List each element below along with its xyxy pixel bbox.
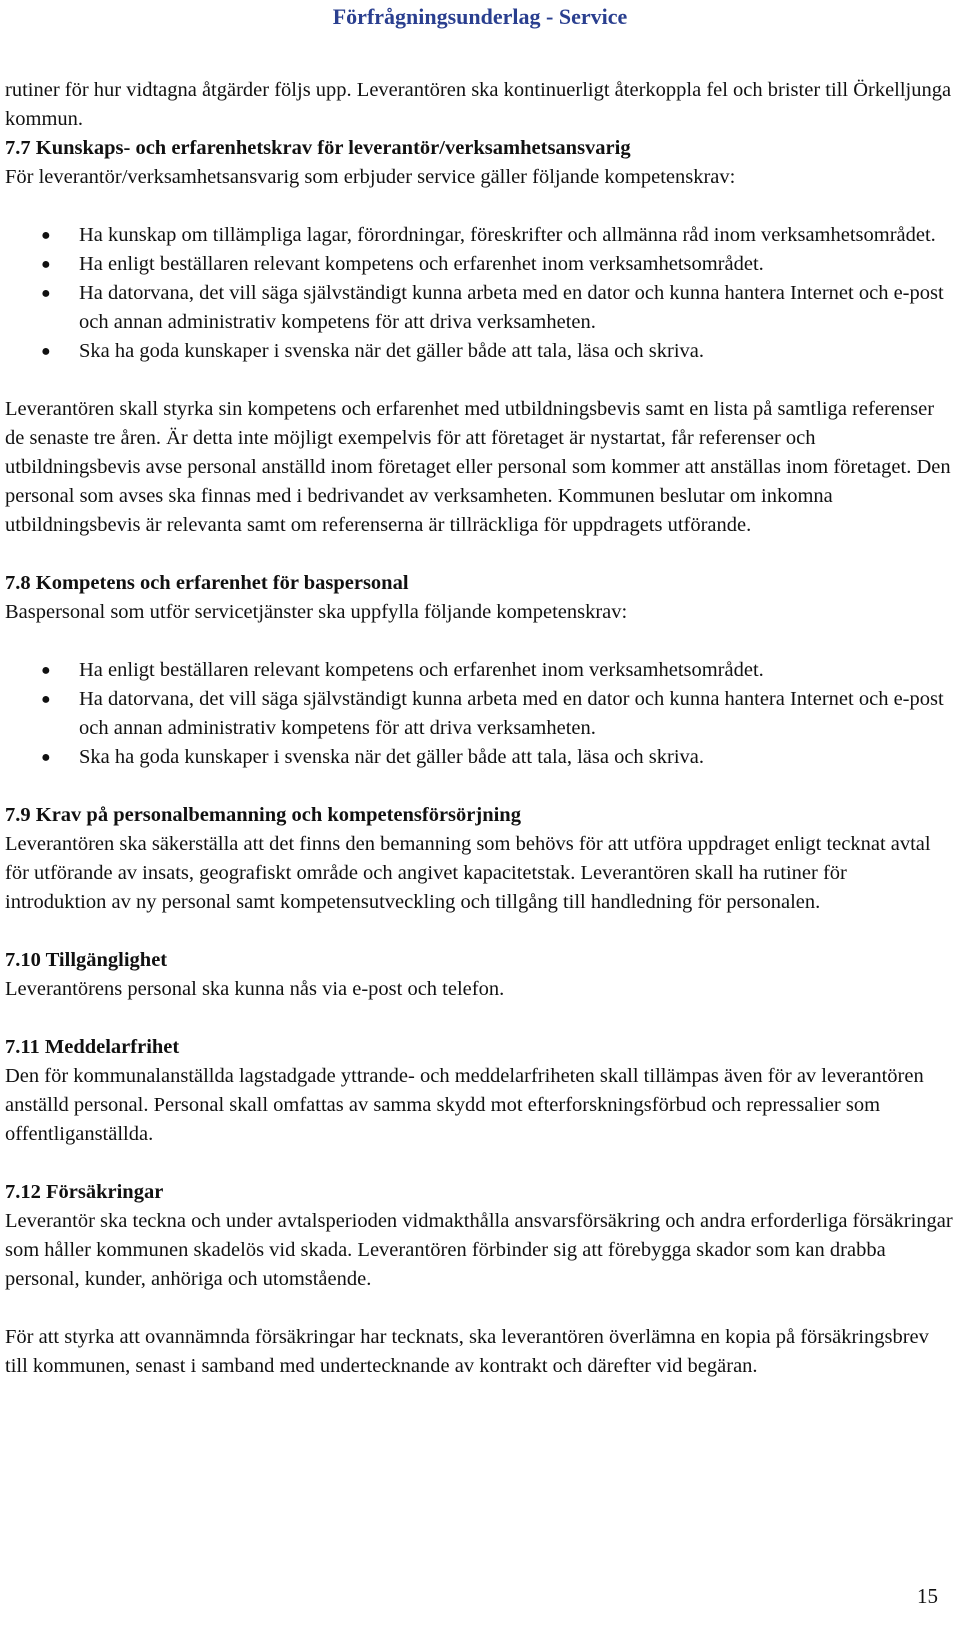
bullet-icon: ● [41, 285, 51, 302]
section-7-11-body: Den för kommunalanställda lagstadgade yttrande- och meddelarfriheten skall tillämpas även för av leverantören anställd personal. Personal skall omfattas av samma skydd mot efterforskningsförbud och repressalier som offentliganställda. [5, 1065, 924, 1145]
spacer [5, 772, 953, 801]
list-item [5, 337, 953, 366]
document-body [5, 76, 953, 1381]
section-7-7-lead: För leverantör/verksamhetsansvarig som erbjuder service gäller följande kompetenskrav: [5, 166, 736, 188]
section-7-8-lead: Baspersonal som utför servicetjänster ska uppfylla följande kompetenskrav: [5, 601, 628, 623]
page-header-title: Förfrågningsunderlag - Service [332, 4, 628, 29]
list-item [5, 685, 953, 743]
section-7-8-bullet-list [5, 656, 953, 772]
list-item [5, 250, 953, 279]
list-item-text: Ha datorvana, det vill säga självständigt kunna arbeta med en dator och kunna hantera Internet och e-post och annan administrativ kompetens för att driva verksamheten. [79, 688, 944, 739]
bullet-icon: ● [41, 256, 51, 273]
section-7-11-heading: 7.11 Meddelarfrihet [5, 1036, 180, 1058]
spacer [5, 1004, 953, 1033]
spacer [5, 917, 953, 946]
list-item [5, 279, 953, 337]
intro-paragraph: rutiner för hur vidtagna åtgärder följs upp. Leverantören ska kontinuerligt återkoppla fel och brister till Örkelljunga kommun. [5, 79, 952, 130]
spacer [5, 366, 953, 395]
section-7-12-body-2: För att styrka att ovannämnda försäkringar har tecknats, ska leverantören överlämna en kopia på försäkringsbrev till kommunen, senast i samband med undertecknande av kontrakt och därefter vid begäran. [5, 1326, 929, 1377]
list-item-text: Ska ha goda kunskaper i svenska när det gäller både att tala, läsa och skriva. [79, 340, 705, 362]
section-7-12-heading: 7.12 Försäkringar [5, 1181, 164, 1203]
section-7-10-heading: 7.10 Tillgänglighet [5, 949, 168, 971]
section-7-7-bullet-list [5, 221, 953, 366]
section-7-8-heading: 7.8 Kompetens och erfarenhet för baspersonal [5, 572, 409, 594]
list-item-text: Ha kunskap om tillämpliga lagar, förordningar, föreskrifter och allmänna råd inom verksamhetsområdet. [79, 224, 936, 246]
section-7-7-heading: 7.7 Kunskaps- och erfarenhetskrav för leverantör/verksamhetsansvarig [5, 137, 631, 159]
spacer [5, 540, 953, 569]
list-item-text: Ha enligt beställaren relevant kompetens och erfarenhet inom verksamhetsområdet. [79, 253, 764, 275]
list-item [5, 743, 953, 772]
list-item [5, 221, 953, 250]
section-7-12-body: Leverantör ska teckna och under avtalsperioden vidmakthålla ansvarsförsäkring och andra erforderliga försäkringar som håller kommunen skadelös vid skada. Leverantören förbinder sig att förebygga skador som kan drabba personal, kunder, anhöriga och utomstående. [5, 1210, 953, 1290]
bullet-icon: ● [41, 343, 51, 360]
bullet-icon: ● [41, 749, 51, 766]
spacer [5, 627, 953, 656]
spacer [5, 1149, 953, 1178]
section-7-10-body: Leverantörens personal ska kunna nås via e-post och telefon. [5, 978, 505, 1000]
spacer [5, 1294, 953, 1323]
spacer [5, 192, 953, 221]
section-7-9-heading: 7.9 Krav på personalbemanning och kompetensförsörjning [5, 804, 521, 826]
list-item-text: Ha datorvana, det vill säga självständigt kunna arbeta med en dator och kunna hantera Internet och e-post och annan administrativ kompetens för att driva verksamheten. [79, 282, 944, 333]
bullet-icon: ● [41, 691, 51, 708]
bullet-icon: ● [41, 227, 51, 244]
list-item-text: Ska ha goda kunskaper i svenska när det gäller både att tala, läsa och skriva. [79, 746, 705, 768]
bullet-icon: ● [41, 662, 51, 679]
page-number: 15 [917, 1584, 938, 1608]
section-7-9-body: Leverantören ska säkerställa att det finns den bemanning som behövs för att utföra uppdraget enligt tecknat avtal för utförande av insats, geografiskt område och angivet kapacitetstak. Leverantören skall ha rutiner för introduktion av ny personal samt kompetensutveckling och tillgång till handledning för personalen. [5, 833, 931, 913]
list-item [5, 656, 953, 685]
list-item-text: Ha enligt beställaren relevant kompetens och erfarenhet inom verksamhetsområdet. [79, 659, 764, 681]
section-7-7-paragraph: Leverantören skall styrka sin kompetens och erfarenhet med utbildningsbevis samt en lista på samtliga referenser de senaste tre åren. Är detta inte möjligt exempelvis för att företaget är nystartat, får referenser och utbildningsbevis avse personal anställd inom företaget eller personal som kommer att anställas inom företaget. Den personal som avses ska finnas med i bedrivandet av verksamheten. Kommunen beslutar om inkomna utbildningsbevis är relevanta samt om referenserna är tillräckliga för uppdragets utförande. [5, 398, 951, 536]
